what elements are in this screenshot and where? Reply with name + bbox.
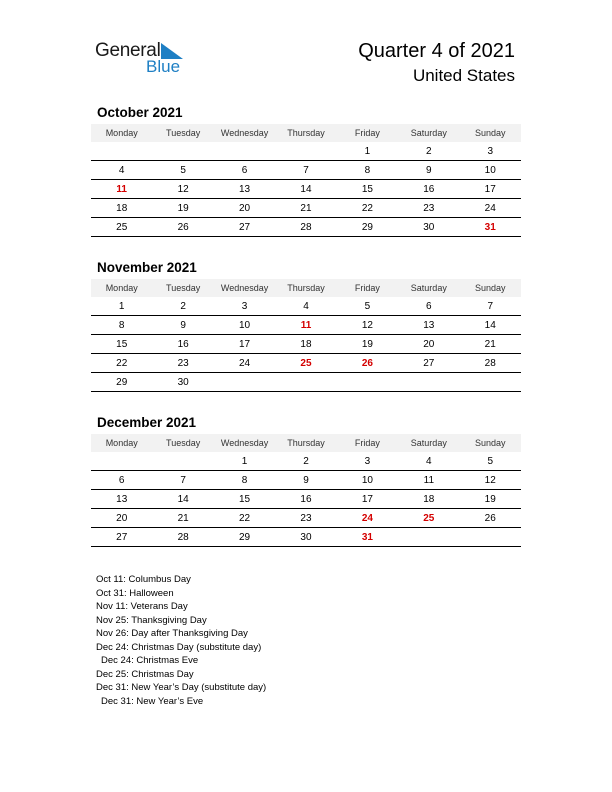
week-row bbox=[91, 316, 521, 335]
date-cell: 20 bbox=[116, 512, 128, 524]
week-row bbox=[91, 161, 521, 180]
date-cell: 30 bbox=[177, 376, 189, 388]
weekday-label: Tuesday bbox=[166, 438, 201, 448]
date-cell: 6 bbox=[241, 164, 248, 176]
date-cell: 12 bbox=[484, 474, 496, 486]
quarter-title: Quarter 4 of 2021 bbox=[358, 40, 515, 62]
date-cell: 16 bbox=[423, 183, 435, 195]
week-row bbox=[91, 471, 521, 490]
week-row bbox=[91, 199, 521, 218]
date-cell: 6 bbox=[118, 474, 125, 486]
weekday-label: Tuesday bbox=[166, 283, 201, 293]
date-cell: 16 bbox=[300, 493, 312, 505]
holiday-entry: Dec 24: Christmas Day (substitute day) bbox=[96, 641, 262, 653]
date-cell: 7 bbox=[487, 300, 494, 312]
date-cell: 15 bbox=[116, 338, 128, 350]
weekday-label: Monday bbox=[105, 438, 138, 448]
week-row bbox=[91, 354, 521, 373]
holiday-entry: Nov 11: Veterans Day bbox=[96, 601, 188, 612]
weekday-label: Wednesday bbox=[220, 283, 269, 293]
holiday-date-cell: 31 bbox=[484, 221, 496, 233]
date-cell: 18 bbox=[300, 338, 312, 350]
date-cell: 3 bbox=[487, 145, 494, 157]
date-cell: 7 bbox=[303, 164, 309, 176]
month-title: October 2021 bbox=[97, 105, 183, 120]
date-cell: 19 bbox=[177, 202, 189, 214]
weekday-label: Wednesday bbox=[220, 128, 269, 138]
date-cell: 30 bbox=[300, 531, 312, 543]
week-row bbox=[91, 180, 521, 199]
date-cell: 4 bbox=[426, 455, 432, 467]
holiday-entry: Oct 11: Columbus Day bbox=[96, 574, 191, 585]
weekday-label: Thursday bbox=[287, 283, 325, 293]
month-calendar-november bbox=[91, 259, 521, 392]
date-cell: 27 bbox=[238, 221, 251, 233]
holiday-entry: Oct 31: Halloween bbox=[96, 587, 174, 599]
date-cell: 27 bbox=[116, 531, 128, 543]
date-cell: 17 bbox=[238, 338, 251, 350]
date-cell: 1 bbox=[241, 455, 248, 467]
weekday-label: Friday bbox=[354, 438, 380, 448]
date-cell: 2 bbox=[180, 300, 186, 312]
date-cell: 19 bbox=[484, 493, 496, 505]
month-title: December 2021 bbox=[97, 415, 197, 430]
date-cell: 2 bbox=[303, 455, 309, 467]
date-cell: 14 bbox=[300, 183, 312, 195]
holiday-date-cell: 31 bbox=[361, 531, 373, 543]
date-cell: 21 bbox=[177, 512, 189, 524]
date-cell: 24 bbox=[238, 357, 251, 369]
date-cell: 18 bbox=[423, 493, 435, 505]
weekday-label: Thursday bbox=[287, 438, 325, 448]
weekday-label: Saturday bbox=[410, 438, 447, 448]
holiday-date-cell: 11 bbox=[116, 183, 127, 195]
date-cell: 26 bbox=[484, 512, 496, 524]
month-calendar-october bbox=[91, 104, 521, 237]
date-cell: 23 bbox=[300, 512, 312, 524]
date-cell: 21 bbox=[300, 202, 312, 214]
date-cell: 22 bbox=[238, 512, 251, 524]
date-cell: 5 bbox=[180, 164, 186, 176]
date-cell: 13 bbox=[116, 493, 128, 505]
date-cell: 18 bbox=[116, 202, 128, 214]
week-row bbox=[91, 490, 521, 509]
weekday-label: Monday bbox=[105, 283, 138, 293]
date-cell: 13 bbox=[238, 183, 251, 195]
week-row bbox=[91, 218, 521, 237]
weekday-label: Friday bbox=[354, 128, 380, 138]
date-cell: 14 bbox=[177, 493, 189, 505]
holiday-entry: Dec 31: New Year’s Day (substitute day) bbox=[96, 682, 267, 693]
date-cell: 5 bbox=[364, 300, 371, 312]
week-row bbox=[91, 335, 521, 354]
date-cell: 14 bbox=[484, 319, 496, 331]
date-cell: 23 bbox=[423, 202, 435, 214]
date-cell: 8 bbox=[364, 164, 371, 176]
weekday-header-row bbox=[91, 434, 521, 452]
holiday-date-cell: 25 bbox=[300, 357, 312, 369]
date-cell: 8 bbox=[118, 319, 125, 331]
date-cell: 8 bbox=[241, 474, 248, 486]
date-cell: 28 bbox=[484, 357, 496, 369]
holiday-entry: Dec 31: New Year’s Eve bbox=[101, 695, 204, 707]
date-cell: 17 bbox=[361, 493, 373, 505]
date-cell: 20 bbox=[423, 338, 435, 350]
week-row bbox=[91, 297, 521, 316]
date-cell: 10 bbox=[361, 474, 373, 486]
date-cell: 12 bbox=[361, 319, 373, 331]
date-cell: 27 bbox=[423, 357, 435, 369]
date-cell: 3 bbox=[364, 455, 371, 467]
weekday-label: Friday bbox=[354, 283, 380, 293]
month-calendar-december bbox=[91, 414, 521, 547]
date-cell: 9 bbox=[180, 319, 186, 331]
date-cell: 12 bbox=[177, 183, 189, 195]
date-cell: 4 bbox=[303, 300, 309, 312]
date-cell: 23 bbox=[177, 357, 189, 369]
date-cell: 9 bbox=[303, 474, 309, 486]
date-cell: 6 bbox=[426, 300, 432, 312]
date-cell: 20 bbox=[238, 202, 251, 214]
weekday-label: Sunday bbox=[474, 128, 506, 138]
date-cell: 28 bbox=[177, 531, 189, 543]
holiday-entry: Dec 24: Christmas Eve bbox=[101, 655, 199, 666]
date-cell: 25 bbox=[116, 221, 128, 233]
week-row bbox=[91, 509, 521, 528]
holiday-entry: Dec 25: Christmas Day bbox=[96, 668, 194, 680]
week-row bbox=[91, 528, 521, 547]
holiday-date-cell: 24 bbox=[361, 512, 373, 524]
date-cell: 17 bbox=[484, 183, 496, 195]
date-cell: 1 bbox=[118, 300, 125, 312]
logo-text-general: General bbox=[95, 40, 161, 61]
date-cell: 15 bbox=[238, 493, 251, 505]
week-row bbox=[91, 452, 521, 471]
date-cell: 21 bbox=[484, 338, 496, 350]
weekday-label: Saturday bbox=[410, 128, 447, 138]
weekday-header-row bbox=[91, 279, 521, 297]
date-cell: 4 bbox=[118, 164, 125, 176]
date-cell: 29 bbox=[238, 531, 251, 543]
weekday-label: Wednesday bbox=[220, 438, 269, 448]
weekday-header-row bbox=[91, 124, 521, 142]
date-cell: 5 bbox=[487, 455, 494, 467]
weekday-label: Tuesday bbox=[166, 128, 201, 138]
date-cell: 10 bbox=[238, 319, 251, 331]
date-cell: 15 bbox=[361, 183, 373, 195]
date-cell: 19 bbox=[361, 338, 373, 350]
date-cell: 22 bbox=[361, 202, 373, 214]
holiday-date-cell: 25 bbox=[423, 512, 435, 524]
holiday-entry: Nov 26: Day after Thanksgiving Day bbox=[96, 628, 248, 639]
date-cell: 30 bbox=[423, 221, 435, 233]
month-title: November 2021 bbox=[97, 260, 197, 275]
date-cell: 29 bbox=[361, 221, 373, 233]
date-cell: 11 bbox=[423, 474, 435, 486]
date-cell: 1 bbox=[364, 145, 371, 157]
date-cell: 24 bbox=[484, 202, 496, 214]
country-name: United States bbox=[412, 66, 515, 85]
date-cell: 22 bbox=[116, 357, 128, 369]
holiday-entry: Nov 25: Thanksgiving Day bbox=[96, 614, 207, 626]
date-cell: 10 bbox=[484, 164, 496, 176]
date-cell: 7 bbox=[180, 474, 186, 486]
holiday-date-cell: 26 bbox=[361, 357, 373, 369]
weekday-label: Saturday bbox=[410, 283, 447, 293]
date-cell: 28 bbox=[300, 221, 312, 233]
week-row bbox=[91, 142, 521, 161]
date-cell: 13 bbox=[423, 319, 435, 331]
date-cell: 3 bbox=[241, 300, 248, 312]
weekday-label: Sunday bbox=[474, 438, 506, 448]
holiday-date-cell: 11 bbox=[300, 319, 312, 331]
date-cell: 2 bbox=[426, 145, 432, 157]
holiday-list bbox=[96, 573, 266, 708]
date-cell: 9 bbox=[426, 164, 432, 176]
date-cell: 29 bbox=[116, 376, 128, 388]
weekday-label: Sunday bbox=[474, 283, 506, 293]
date-cell: 16 bbox=[177, 338, 189, 350]
logo-text-blue: Blue bbox=[146, 57, 181, 76]
weekday-label: Monday bbox=[105, 128, 138, 138]
generalblue-logo bbox=[95, 40, 205, 80]
week-row bbox=[91, 373, 521, 392]
date-cell: 26 bbox=[177, 221, 189, 233]
weekday-label: Thursday bbox=[287, 128, 325, 138]
